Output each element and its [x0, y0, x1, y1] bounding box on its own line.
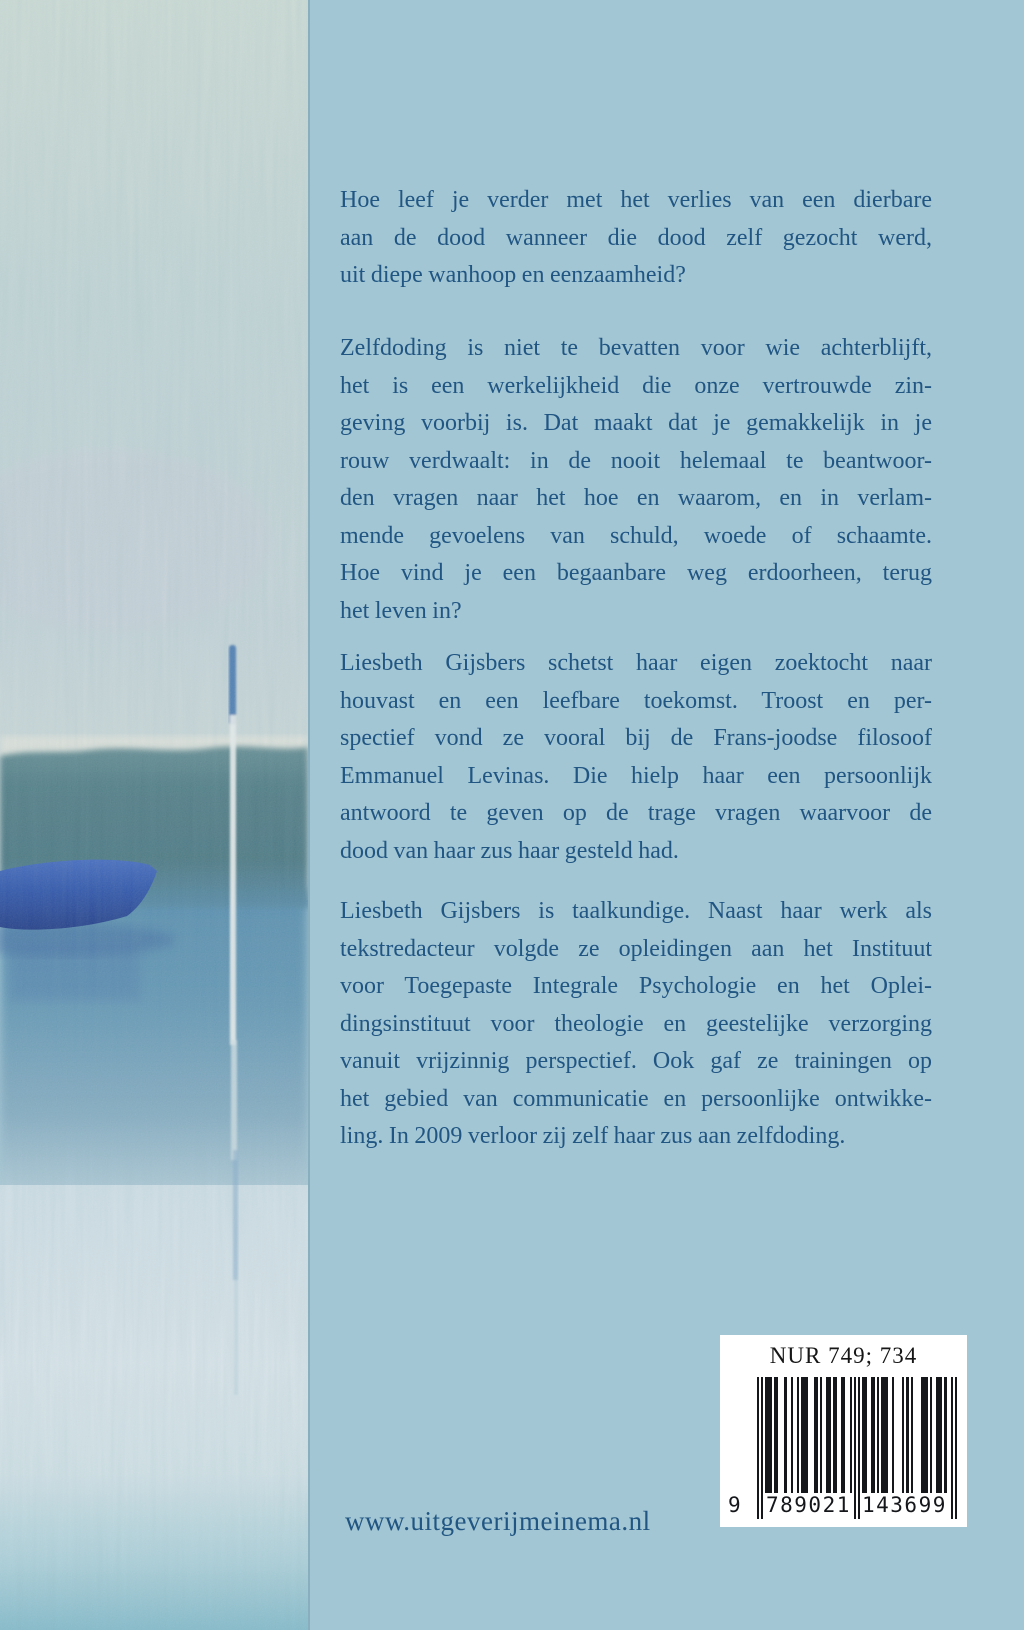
body-line: het gebied van communicatie en persoonlijke ontwikke- [340, 1085, 932, 1112]
body-line: spectief vond ze vooral bij de Frans-joodse filosoof [340, 725, 932, 751]
barcode-bar [892, 1377, 894, 1493]
barcode-bar [885, 1377, 887, 1493]
paragraph-book-summary [340, 645, 932, 870]
body-line: het leven in? [340, 597, 462, 624]
barcode-bar [770, 1377, 772, 1493]
barcode-bar [873, 1377, 875, 1493]
nur-code: NUR 749; 734 [769, 1343, 918, 1368]
barcode-bar [820, 1377, 822, 1493]
isbn-digit-group2: 143699 [862, 1493, 947, 1517]
body-line: houvast en een leefbare toekomst. Troost en per- [340, 687, 932, 714]
barcode-bar [776, 1377, 778, 1493]
body-line: Zelfdoding is niet te bevatten voor wie achterblijft, [340, 335, 932, 361]
body-line: dingsinstituut voor theologie en geestelijke verzorging [340, 1010, 932, 1037]
barcode-bar [791, 1377, 793, 1493]
body-line: Hoe vind je een begaanbare weg erdoorheen, terug [340, 560, 932, 586]
body-line: Hoe leef je verder met het verlies van een dierbare [340, 187, 932, 213]
body-line: Liesbeth Gijsbers schetst haar eigen zoektocht naar [340, 650, 932, 676]
barcode-bar [784, 1377, 786, 1493]
barcode-bar [911, 1377, 913, 1493]
body-line: tekstredacteur volgde ze opleidingen aan het Instituut [340, 935, 932, 962]
brushstroke-texture [0, 0, 308, 1630]
body-line: dood van haar zus haar gesteld had. [340, 837, 679, 864]
paragraph-author-bio [340, 893, 932, 1156]
barcode-bar [877, 1377, 879, 1493]
body-line: uit diepe wanhoop en eenzaamheid? [340, 262, 686, 288]
barcode-bar [797, 1377, 799, 1493]
body-line: Liesbeth Gijsbers is taalkundige. Naast haar werk als [340, 898, 932, 924]
body-line: het is een werkelijkheid die onze vertrouwde zin- [340, 372, 932, 399]
painting-canvas [0, 0, 308, 1630]
body-line: antwoord te geven op de trage vragen waarvoor de [340, 800, 932, 826]
barcode-bar [864, 1377, 866, 1493]
body-line: Emmanuel Levinas. Die hielp haar een persoonlijk [340, 762, 932, 789]
body-line: vanuit vrijzinnig perspectief. Ook gaf ze trainingen op [340, 1048, 932, 1074]
barcode-bar [944, 1377, 946, 1493]
body-line: voor Toegepaste Integrale Psychologie en het Oplei- [340, 973, 932, 999]
isbn-digit-group1: 789021 [766, 1493, 851, 1517]
isbn-digits [720, 1493, 967, 1521]
barcode-bar [902, 1377, 904, 1493]
barcode-bar [940, 1377, 942, 1493]
barcode-bar [835, 1377, 837, 1493]
publisher-website: www.uitgeverijmeinema.nl [345, 1506, 651, 1536]
barcode-bar [843, 1377, 845, 1493]
body-line: rouw verdwaalt: in de nooit helemaal te beantwoor- [340, 447, 932, 474]
isbn-digit-first: 9 [728, 1493, 741, 1517]
barcode-bar [850, 1377, 852, 1493]
body-line: mende gevoelens van schuld, woede of schaamte. [340, 522, 932, 549]
barcode-bar [930, 1377, 932, 1493]
body-line: den vragen naar het hoe en waarom, en in verlam- [340, 485, 932, 511]
paragraph-theme [340, 330, 932, 630]
barcode-bar [816, 1377, 818, 1493]
body-line: aan de dood wanneer die dood zelf gezocht werd, [340, 224, 932, 251]
barcode-bar [925, 1377, 927, 1493]
paragraph-question [340, 182, 932, 295]
barcode-bar [906, 1377, 908, 1493]
cover-painting [0, 0, 310, 1630]
body-line: geving voorbij is. Dat maakt dat je gemakkelijk in je [340, 410, 932, 436]
body-line: ling. In 2009 verloor zij zelf haar zus aan zelfdoding. [340, 1123, 846, 1149]
barcode-bar [805, 1377, 807, 1493]
isbn-label [720, 1335, 967, 1527]
barcode-bar [829, 1377, 831, 1493]
